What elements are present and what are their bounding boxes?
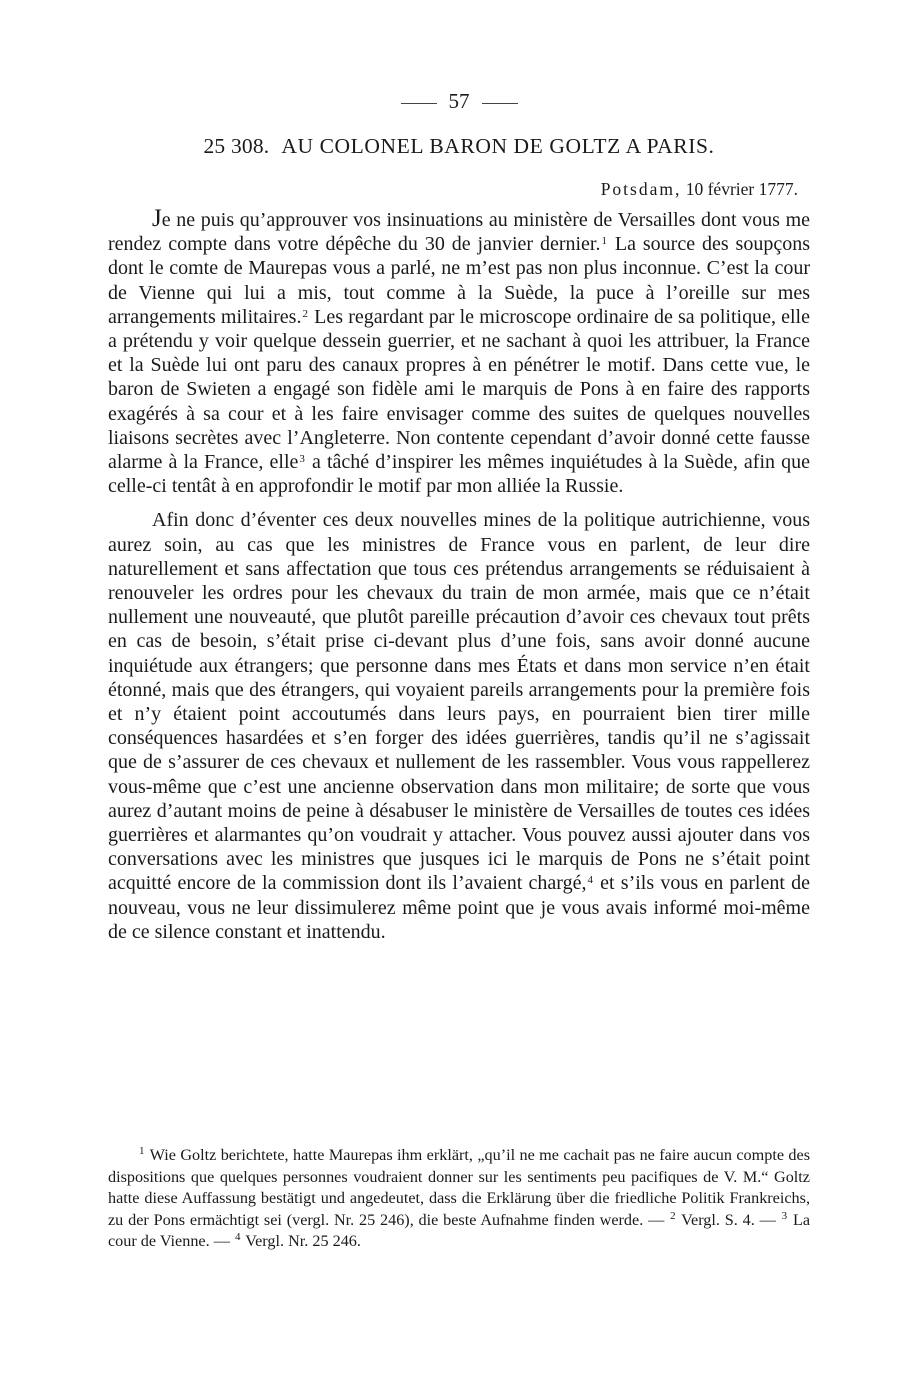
text-segment: La source des soupçons dont le comte de Maurepas vous a parlé, ne m’est pas non plus inconnue. C’est la cour de Vienne qui lui a mis, tout comme à la Suède, la puce à l’oreille sur mes arrangements militaires.: [108, 233, 810, 328]
text-segment: et s’ils vous en parlent de nouveau, vous ne leur dissimulerez même point que je vous avais informé moi-même de ce silence constant et inattendu.: [108, 872, 810, 943]
footnote-marker: 2: [670, 1209, 676, 1222]
paragraph: [108, 508, 810, 944]
letter-title: AU COLONEL BARON DE GOLTZ A PARIS.: [281, 134, 715, 158]
footnote-marker: 1: [139, 1145, 145, 1157]
dateline-place: Potsdam,: [600, 179, 682, 199]
text-segment: e ne puis qu’approuver vos insinuations au ministère de Versailles dont vous me rendez compte dans votre dépêche du 30 de janvier dernier.: [108, 209, 810, 256]
text-segment: a tâché d’inspirer les mêmes inquiétudes à la Suède, afin que celle-ci tentât à en approfondir le motif par mon alliée la Russie.: [108, 451, 810, 498]
footnote-reference[interactable]: 3: [299, 453, 305, 466]
footnote-text: Vergl. S. 4. —: [681, 1210, 776, 1229]
page-number: 57: [448, 89, 470, 113]
letter-number: 25 308.: [203, 134, 270, 158]
footnote-text: La cour de Vienne. —: [108, 1210, 811, 1250]
footnote-reference[interactable]: 1: [601, 235, 607, 248]
footnotes: [108, 1145, 810, 1253]
footnote-text: Vergl. Nr. 25 246.: [245, 1232, 361, 1250]
footnote-reference[interactable]: 4: [587, 874, 593, 887]
text-segment: Les regardant par le microscope ordinaire de sa politique, elle a prétendu y voir quelque dessein guerrier, et ne sachant à quoi les attribuer, la France et la Suède lui ont paru des canaux propres à en pénétrer le motif. Dans cette vue, le baron de Swieten a engagé son fidèle ami le marquis de Pons à en faire des rapports exagérés à sa cour et à les faire envisager comme des suites de quelques nouvelles liaisons secrètes avec l’Angleterre. Non contente cependant d’avoir donné cette fausse alarme à la France, elle: [108, 305, 810, 474]
header-rule-left: [401, 103, 437, 104]
letter-body: [108, 205, 810, 944]
letter-heading: [108, 132, 810, 160]
initial-letter: J: [152, 205, 162, 232]
book-page: [108, 0, 810, 1389]
footnote-reference[interactable]: 2: [302, 307, 308, 320]
header-rule-right: [482, 103, 518, 104]
paragraph: [108, 205, 810, 498]
footnote-block: [108, 1145, 810, 1253]
footnote-marker: 3: [781, 1209, 788, 1222]
footnote-text: Wie Goltz berichtete, hatte Maurepas ihm erklärt, „qu’il ne me cachait pas ne faire aucun compte des dispositions que quelques personnes voudraient donner sur les sentiments peu pacifiques de V. M.“ Goltz hatte diese Auffassung bestätigt und angedeutet, dass die Erklärung über die friedliche Politik Frankreichs, zu der Pons ermächtigt sei (vergl. Nr. 25 246), die beste Aufnahme finden werde. —: [108, 1146, 810, 1229]
dateline-date: 10 février 1777.: [685, 179, 798, 199]
page-header: [108, 88, 810, 114]
text-segment: Afin donc d’éventer ces deux nouvelles mines de la politique autrichienne, vous aurez soin, au cas que les ministres de France vous en parlent, de leur dire naturellement et sans affectation que tous ces prétendus arrangements se réduisaient à renouveler les ordres pour les chevaux du train de mon armée, mais que ce n’était nullement une nouveauté, que plutôt pareille précaution d’avoir ces chevaux tout prêts en cas de besoin, s’était prise ci-devant plus d’une fois, sans avoir donné aucune inquiétude aux étrangers; que personne dans mes États et dans mon service n’en était étonné, mais que des étrangers, qui voyaient pareils arrangements pour la première fois et n’y étaient point accoutumés dans leurs pays, en pourraient bien tirer mille conséquences hasardées et s’en forger des idées guerrières, tandis qu’il ne s’agissait que de s’assurer de ces chevaux et nullement de les rassembler. Vous vous rappellerez vous-même que c’est une ancienne observation dans mon militaire; de sorte que vous aurez d’autant moins de peine à désabuser le ministère de Versailles de toutes ces idées guerrières et alarmantes qu’on voudrait y attacher. Vous pouvez aussi ajouter dans vos conversations avec les ministres que jusques ici le marquis de Pons ne s’était point acquitté encore de la commission dont ils l’avaient chargé,: [108, 509, 810, 895]
dateline: [601, 177, 798, 201]
footnote-marker: 4: [234, 1231, 241, 1243]
